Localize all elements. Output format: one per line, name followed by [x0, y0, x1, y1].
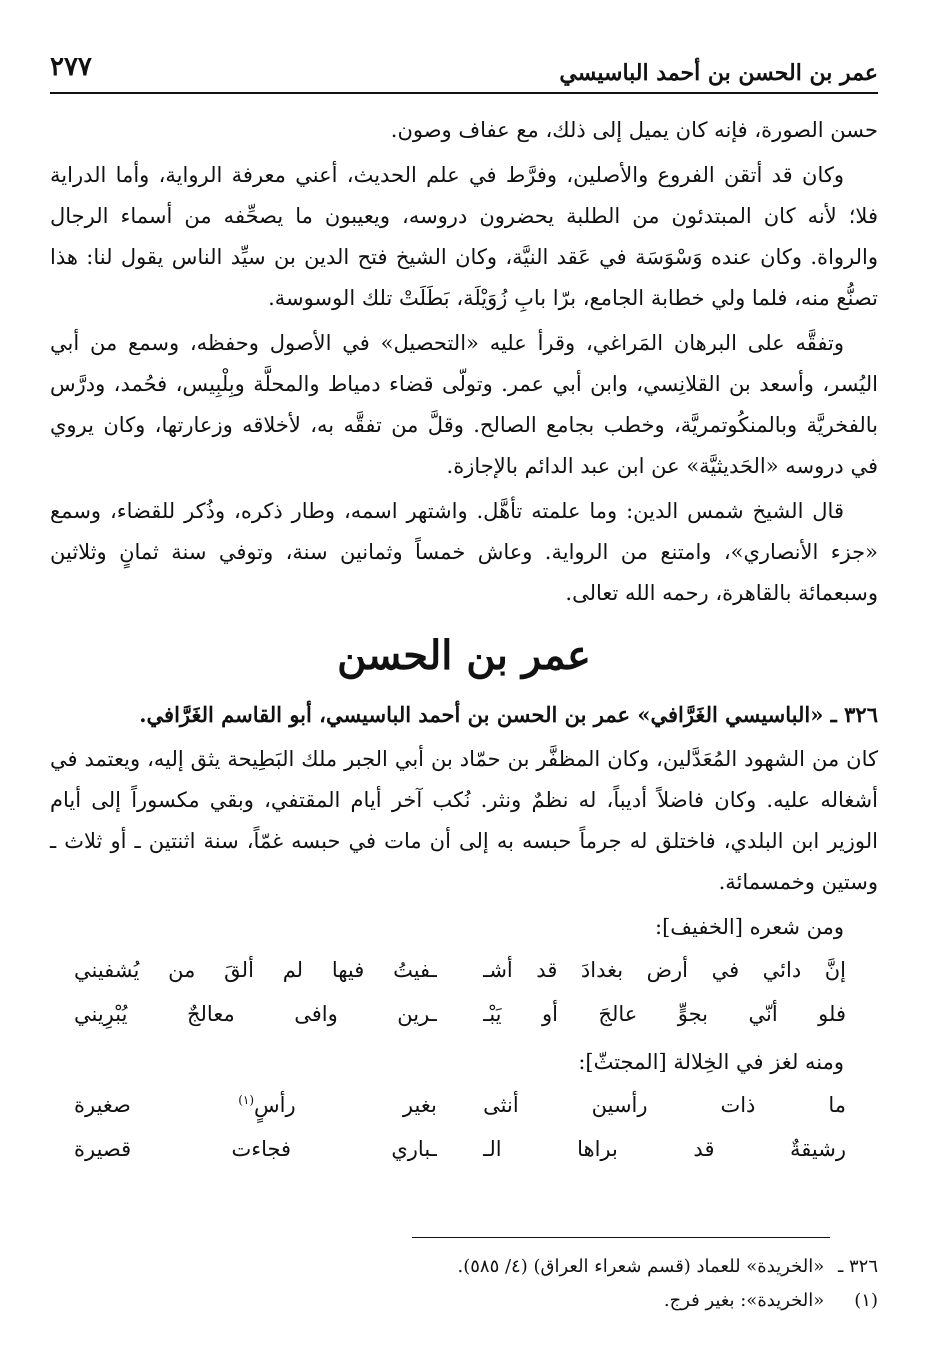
- hemistich-first: رشيقةٌ قد براها الـ: [483, 1137, 846, 1161]
- paragraph-1: حسن الصورة، فإنه كان يميل إلى ذلك، مع عفاف وصون.: [390, 118, 878, 142]
- page-body: [50, 110, 878, 1177]
- verse-line: [74, 948, 846, 992]
- footnote: [50, 1250, 878, 1284]
- paragraph-4: قال الشيخ شمس الدين: وما علمته تأهَّل. واشتهر اسمه، وطار ذكره، وذُكر للقضاء، وسمع «جزء الأنصاري»، وامتنع من الرواية. وعاش خمساً وثمانين سنة، وتوفي سنة ثمانٍ وثلاثين وسبعمائة بالقاهرة، رحمه الله تعالى.: [50, 499, 878, 605]
- paragraph-3: وتفقَّه على البرهان المَراغي، وقرأ عليه «التحصيل» في الأصول وحفظه، وسمع من أبي اليُسر، وأسعد بن القلانِسي، وابن أبي عمر. وتولّى قضاء دمياط والمحلَّة وبِلْبِيس، فحُمد، ودرَّس بالفخريَّة وبالمنكُوتمريَّة، وخطب بجامع الصالح. وقلَّ من تفقَّه به، لأخلاقه وزعارتها، وكان يروي في دروسه «الحَديثيَّة» عن ابن عبد الدائم بالإجازة.: [50, 331, 878, 478]
- footnote-number: ٣٢٦ ـ: [837, 1256, 878, 1277]
- footnotes: [50, 1250, 878, 1318]
- hemistich-second: ـفيتُ فيها لم ألقَ من يُشفيني: [74, 958, 437, 982]
- hemistich-first: ما ذات رأسين أنثى: [483, 1093, 846, 1117]
- entry-heading: ٣٢٦ ـ «الباسيسي الغَرَّافي» عمر بن الحسن بن أحمد الباسيسي، أبو القاسم الغَرَّافي.: [139, 702, 878, 727]
- poem-1-intro: ومن شعره [الخفيف]:: [655, 915, 844, 939]
- hemistich-second: [74, 1093, 437, 1117]
- hemistich-second: ـرين وافى معالجٌ يُبْرِيني: [74, 1002, 437, 1026]
- hemistich-first: إنَّ دائي في أرض بغدادَ قد أشـ: [483, 958, 846, 982]
- page-number: ٢٧٧: [50, 52, 92, 82]
- hemistich-second-part-b: صغيرة: [74, 1093, 131, 1117]
- verse-line: [74, 1127, 846, 1171]
- verse-line: [74, 992, 846, 1036]
- page-header: [50, 46, 878, 94]
- hemistich-second: ـباري فجاءت قصيرة: [74, 1137, 437, 1161]
- footnote-text: «الخريدة»: بغير فرج.: [663, 1290, 825, 1311]
- poem-2-intro: ومنه لغز في الخِلالة [المجتثّ]:: [578, 1050, 844, 1074]
- poem-1: [74, 948, 846, 1036]
- footnote-text: «الخريدة» للعماد (قسم شعراء العراق) (٤/ ٥٨٥).: [457, 1256, 825, 1277]
- section-title: عمر بن الحسن: [337, 632, 591, 679]
- entry-text: كان من الشهود المُعَدَّلين، وكان المظفَّر بن حمّاد بن أبي الجبر ملك البَطِيحة يثق إليه، ويعتمد في أشغاله عليه. وكان فاضلاً أديباً، له نظمٌ ونثر. نُكب آخر أيام المقتفي، وبقي مكسوراً إلى أيام الوزير ابن البلدي، فاختلق له جرماً حبسه به إلى أن مات في حبسه غمّاً، سنة اثنتين ـ أو ثلاث ـ وستين وخمسمائة.: [50, 747, 878, 894]
- running-title: عمر بن الحسن بن أحمد الباسيسي: [559, 60, 878, 86]
- hemistich-second-part-a: بغير رأسٍ: [254, 1093, 437, 1117]
- poem-2: [74, 1083, 846, 1171]
- footnote: [50, 1284, 878, 1318]
- footnote-separator: [412, 1237, 830, 1238]
- hemistich-first: فلو أنّي بجوٍّ عالجَ أو يَبْـ: [483, 1002, 846, 1026]
- verse-line: [74, 1083, 846, 1127]
- footnote-mark: (١): [238, 1093, 255, 1107]
- paragraph-2: وكان قد أتقن الفروع والأصلين، وفرَّط في علم الحديث، أعني معرفة الرواية، وأما الدراية فلا؛ لأنه كان المبتدئون من الطلبة يحضرون دروسه، ويعيبون ما يصحِّفه من أسماء الرجال والرواة. وكان عنده وَسْوَسَة في عَقد النيَّة، وكان الشيخ فتح الدين بن سيِّد الناس يقول لنا: هذا تصنُّع منه، فلما ولي خطابة الجامع، برّا بابِ زُوَيْلَة، بَطَلَتْ تلك الوسوسة.: [50, 163, 878, 310]
- footnote-number: (١): [854, 1290, 878, 1311]
